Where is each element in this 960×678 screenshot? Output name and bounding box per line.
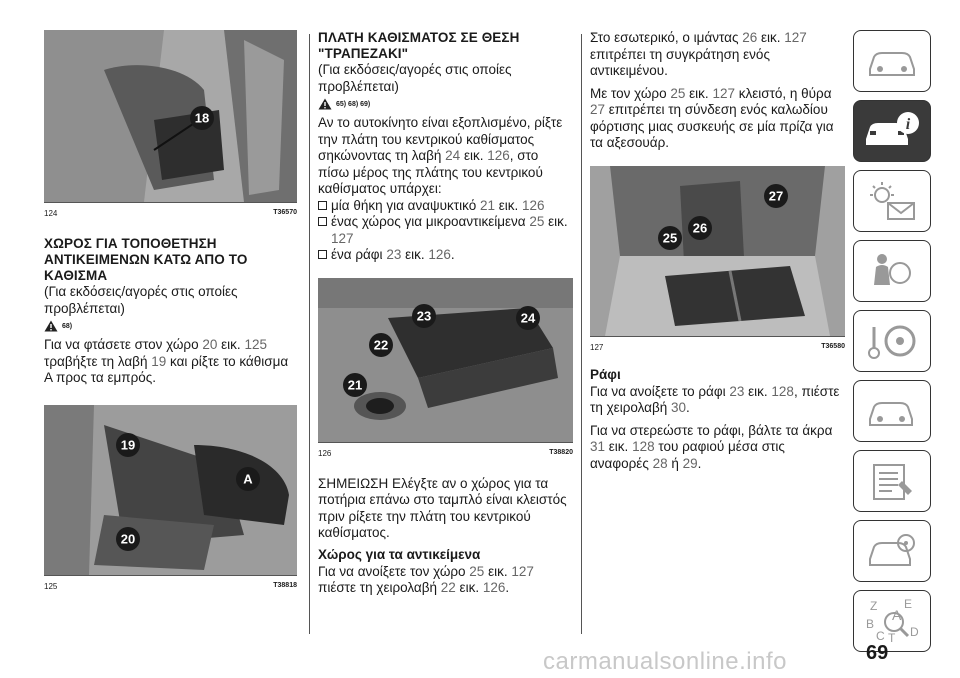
figure-code: T38818 [273, 581, 297, 589]
index-letter: C [876, 629, 885, 643]
tab-starting-driving[interactable] [853, 310, 931, 372]
callout-27: 27 [768, 188, 784, 203]
callout-22: 22 [373, 337, 389, 352]
storage-compartment-photo [590, 166, 845, 336]
body-text: Για να ανοίξετε το ράφι 23 εικ. 128, πιέστε τη χειρολαβή 30. [590, 383, 840, 415]
list-item: ένας χώρος για μικροαντικείμενα 25 εικ. 127 [318, 214, 573, 247]
watermark: carmanualsonline.info [543, 648, 787, 675]
availability-note: (Για εκδόσεις/αγορές στις οποίες προβλέπεται) [318, 62, 512, 94]
car-maintenance-icon [864, 459, 920, 503]
car-emergency-icon [864, 389, 920, 433]
callout-26: 26 [692, 220, 708, 235]
section-heading: ΠΛΑΤΗ ΚΑΘΙΣΜΑΤΟΣ ΣΕ ΘΕΣΗ "ΤΡΑΠΕΖΑΚΙ" [318, 30, 520, 61]
bullet-box-icon [318, 201, 327, 210]
feature-list [318, 198, 573, 264]
warning-light-message-icon [864, 179, 920, 223]
page-number: 69 [866, 642, 889, 664]
airbag-safety-icon [864, 249, 920, 293]
seat-table-photo [318, 278, 573, 442]
figure-number: 124 [44, 209, 58, 218]
figure-code: T38820 [549, 448, 573, 456]
key-steering-wheel-icon [864, 319, 920, 363]
seat-storage-photo [44, 405, 297, 575]
index-letter: B [866, 617, 875, 631]
index-letter: D [910, 625, 919, 639]
tab-maintenance[interactable] [853, 450, 931, 512]
figure-code: T36570 [273, 209, 297, 216]
index-letter: E [904, 597, 913, 611]
tab-technical-data[interactable] [853, 520, 931, 582]
body-text: Για να ανοίξετε τον χώρο 25 εικ. 127 πιέστε τη χειρολαβή 22 εικ. 126. [318, 563, 534, 595]
figure-number: 127 [590, 342, 604, 352]
tab-emergency[interactable] [853, 380, 931, 442]
availability-note: (Για εκδόσεις/αγορές στις οποίες προβλέπεται) [44, 284, 238, 316]
callout-18: 18 [194, 110, 210, 126]
bullet-box-icon [318, 217, 327, 226]
warning-ref-text: 65) 68) 69) [336, 100, 371, 108]
callout-25: 25 [662, 230, 678, 245]
warning-triangle-icon [44, 320, 58, 332]
body-text: Στο εσωτερικό, ο ιμάντας 26 εικ. 127 επιτρέπει τη συγκράτηση ενός αντικειμένου. [590, 30, 807, 78]
column-divider [309, 34, 310, 634]
door-storage-photo [44, 30, 297, 202]
figure-caption [44, 582, 297, 591]
column-divider [581, 34, 582, 634]
warning-reference [44, 320, 297, 332]
figure-127 [590, 166, 845, 337]
note-text: ΣΗΜΕΙΩΣΗ Ελέγξτε αν ο χώρος για τα ποτήρια επάνω στο ταμπλό είναι κλειστός πριν ρίξετε την πλάτη του κεντρικού καθίσματος. [318, 475, 567, 540]
tab-dashboard[interactable] [853, 30, 931, 92]
car-dashboard-icon [864, 41, 920, 81]
column-2 [318, 30, 573, 597]
alphabetical-index-icon [862, 596, 922, 646]
tab-warning-lights[interactable] [853, 170, 931, 232]
index-letter: Z [870, 599, 878, 613]
subsection-heading: Χώρος για τα αντικείμενα [318, 546, 481, 562]
figure-caption [44, 209, 297, 218]
body-text: Για να στερεώστε το ράφι, βάλτε τα άκρα 31 εικ. 128 του ραφιού μέσα στις αναφορές 28 ή 29. [590, 422, 833, 471]
callout-19: 19 [120, 437, 136, 452]
tab-index[interactable] [853, 590, 931, 652]
figure-code: T36580 [821, 342, 845, 350]
callout-23: 23 [416, 308, 432, 323]
figure-124 [44, 30, 297, 203]
figure-number: 125 [44, 581, 58, 591]
warning-ref-text: 68) [62, 322, 73, 330]
body-text: Αν το αυτοκίνητο είναι εξοπλισμένο, ρίξτε την πλάτη του κεντρικού καθίσματος σηκώνοντας τη λαβή 24 εικ. 126, στο πίσω μέρος της πλάτης του κεντρικού καθίσματος υπάρχει: [318, 115, 563, 196]
callout-24: 24 [520, 310, 536, 325]
callout-A: A [243, 471, 253, 486]
index-letter: T [888, 631, 896, 645]
warning-triangle-icon [318, 98, 332, 110]
figure-126 [318, 278, 573, 443]
bullet-box-icon [318, 250, 327, 259]
section-heading: ΧΩΡΟΣ ΓΙΑ ΤΟΠΟΘΕΤΗΣΗ ΑΝΤΙΚΕΙΜΕΝΩΝ ΚΑΤΩ ΑΠΟ ΤΟ ΚΑΘΙΣΜΑ [44, 236, 248, 283]
chapter-sidebar [853, 30, 931, 660]
subsection-heading: Ράφι [590, 366, 621, 382]
warning-reference [318, 98, 573, 110]
column-1 [44, 30, 297, 591]
list-item: ένα ράφι 23 εικ. 126. [318, 247, 573, 264]
tab-car-info[interactable] [853, 100, 931, 162]
figure-number: 126 [318, 448, 332, 458]
body-text: Για να φτάσετε στον χώρο 20 εικ. 125 τραβήξτε τη λαβή 19 και ρίξτε το κάθισμα A προς τα εμπρός. [44, 337, 289, 385]
figure-caption [590, 343, 845, 352]
index-letter: A [892, 607, 902, 623]
body-text: Με τον χώρο 25 εικ. 127 κλειστό, η θύρα 27 επιτρέπει τη σύνδεση ενός καλωδίου φόρτισης μιας συσκευής σε μία πρίζα για τα αξεσουάρ. [590, 85, 834, 150]
info-glyph: i [905, 116, 911, 133]
tab-safety[interactable] [853, 240, 931, 302]
callout-20: 20 [120, 531, 136, 546]
figure-caption [318, 449, 573, 458]
figure-125 [44, 405, 297, 576]
car-info-icon [862, 109, 922, 153]
column-3 [590, 30, 845, 472]
list-item: μία θήκη για αναψυκτικό 21 εικ. 126 [318, 198, 573, 215]
technical-data-icon [864, 529, 920, 573]
callout-21: 21 [347, 377, 363, 392]
